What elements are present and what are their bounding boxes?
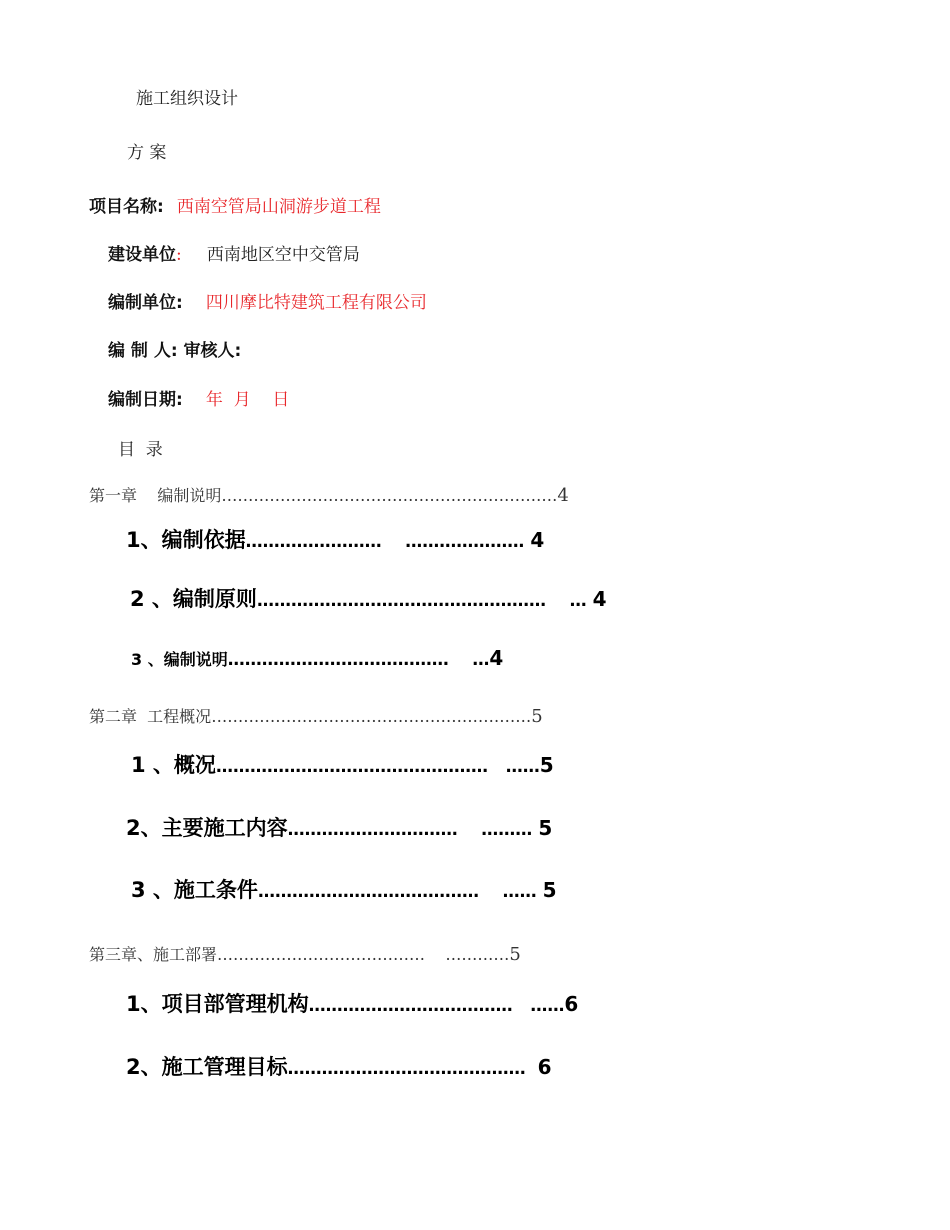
toc-section-1-3-text: 3 、编制说明 — [131, 650, 228, 669]
builder-value: 西南地区空中交管局 — [206, 245, 360, 265]
toc-chapter-3-text: 第三章、施工部署 — [89, 945, 218, 964]
people-label: 编 制 人: 审核人: — [108, 341, 242, 361]
toc-section-2-3[interactable] — [131, 880, 557, 901]
toc-section-1-1-leader: …………………… ………………… — [245, 532, 525, 552]
toc-section-2-1-text: 1 、概况 — [131, 753, 216, 777]
toc-chapter-1[interactable] — [89, 487, 569, 505]
toc-section-1-1[interactable] — [126, 530, 544, 551]
toc-title: 目 录 — [118, 440, 163, 460]
toc-section-1-3[interactable] — [131, 648, 503, 669]
toc-chapter-2-text: 第二章 工程概况 — [89, 707, 212, 726]
toc-section-3-2[interactable] — [126, 1057, 552, 1078]
toc-section-3-1[interactable] — [126, 994, 578, 1015]
toc-section-3-2-page: 6 — [537, 1055, 552, 1079]
toc-section-1-1-text: 1、编制依据 — [126, 528, 246, 552]
toc-section-2-1[interactable] — [131, 755, 554, 776]
date-row — [108, 392, 289, 409]
date-value: 年 月 日 — [205, 390, 290, 410]
toc-chapter-2-leader: …………………………………………………… — [211, 707, 532, 726]
toc-section-2-3-leader: ………………………………… …… — [257, 882, 537, 902]
toc-section-3-2-text: 2、施工管理目标 — [126, 1055, 288, 1079]
toc-section-2-2-leader: ………………………… ……… — [287, 820, 533, 840]
document-title: 施工组织设计 — [136, 89, 238, 109]
toc-section-1-2[interactable] — [130, 589, 607, 610]
toc-section-2-3-page: 5 — [542, 878, 557, 902]
builder-row — [108, 247, 360, 264]
compiler-row — [108, 295, 427, 312]
toc-chapter-1-page: 4 — [557, 485, 569, 506]
date-label: 编制日期: — [108, 390, 183, 410]
toc-chapter-1-leader: ……………………………………………………… — [221, 486, 558, 505]
toc-section-2-3-text: 3 、施工条件 — [131, 878, 258, 902]
toc-section-1-2-text: 2 、编制原则 — [130, 587, 257, 611]
builder-label: 建设单位 — [108, 245, 176, 265]
toc-section-2-2-page: 5 — [538, 816, 553, 840]
toc-chapter-2[interactable] — [89, 708, 543, 726]
toc-chapter-3-page: 5 — [509, 944, 521, 965]
toc-chapter-1-text: 第一章 编制说明 — [89, 486, 222, 505]
toc-section-3-1-text: 1、项目部管理机构 — [126, 992, 309, 1016]
toc-section-2-1-page: 5 — [539, 753, 554, 777]
toc-chapter-3[interactable] — [89, 946, 521, 964]
toc-section-1-3-page: 4 — [489, 646, 504, 670]
toc-section-1-1-page: 4 — [530, 528, 545, 552]
toc-section-3-1-leader: ……………………………… …… — [308, 996, 565, 1016]
toc-section-3-2-leader: …………………………………… — [287, 1059, 526, 1079]
builder-colon: : — [176, 245, 182, 265]
toc-section-2-1-leader: ………………………………………… …… — [215, 757, 540, 777]
project-name-value: 西南空管局山洞游步道工程 — [176, 197, 381, 217]
project-name-label: 项目名称: — [89, 197, 164, 217]
toc-section-1-2-page: 4 — [592, 587, 607, 611]
document-subtitle: 方 案 — [127, 143, 167, 163]
toc-section-2-2-text: 2、主要施工内容 — [126, 816, 288, 840]
people-row — [108, 343, 241, 360]
toc-section-2-2[interactable] — [126, 818, 552, 839]
toc-chapter-3-leader: ………………………………… ………… — [217, 945, 510, 964]
toc-section-1-2-leader: …………………………………………… … — [256, 591, 587, 611]
toc-chapter-2-page: 5 — [531, 706, 543, 727]
project-name-row — [89, 199, 381, 216]
toc-section-3-1-page: 6 — [564, 992, 579, 1016]
compiler-label: 编制单位: — [108, 293, 183, 313]
toc-section-1-3-leader: ………………………………… … — [227, 650, 490, 670]
compiler-value: 四川摩比特建筑工程有限公司 — [205, 293, 427, 313]
